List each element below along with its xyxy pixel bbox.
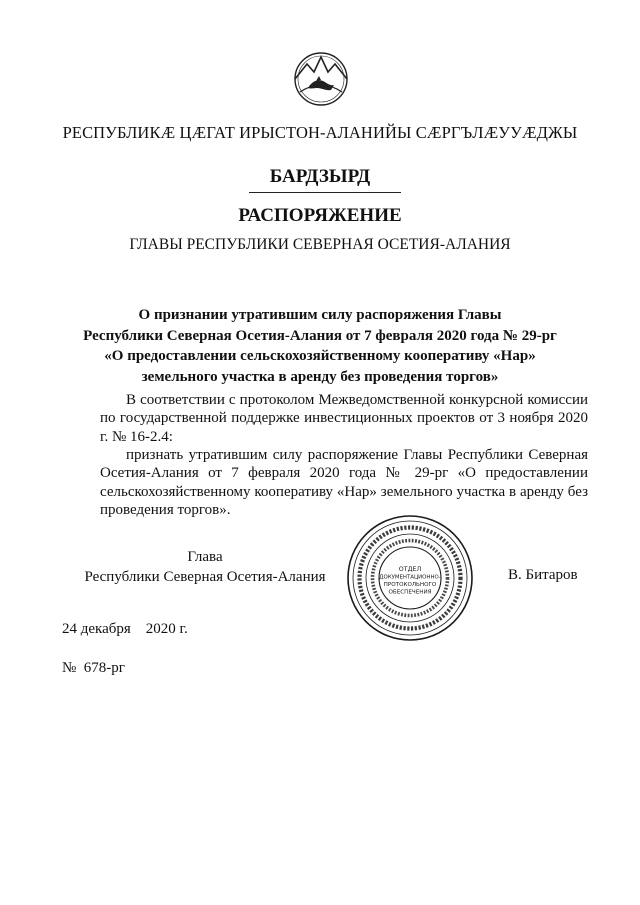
subject-line: «О предоставлении сельскохозяйственному кооперативу «Нар»	[104, 348, 536, 364]
signatory-name: В. Битаров	[508, 567, 578, 583]
document-subject	[60, 305, 580, 387]
body-paragraph	[100, 446, 588, 520]
document-type-russian: РАСПОРЯЖЕНИЕ	[238, 205, 402, 226]
subject-line: Республики Северная Осетия-Алания от 7 февраля 2020 года № 29-рг	[83, 327, 557, 344]
header-divider	[249, 192, 401, 193]
signatory-position	[70, 547, 340, 587]
stamp-text: ОТДЕЛ	[398, 566, 422, 573]
subject-line: земельного участка в аренду без проведения торгов»	[141, 368, 499, 385]
stamp-text: ОБЕСПЕЧЕНИЯ	[388, 589, 432, 596]
paragraph-text: признать утратившим силу распоряжение Главы Республики Северная Осетия-Алания от 7 февраля 2020 года № 29-рг «О предоставлении сельскохозяйственному кооперативу «Нар» земельного участка в аренду без проведения торгов».	[100, 447, 588, 519]
document-type-ossetian: БАРДЗЫРД	[269, 166, 371, 187]
coat-of-arms-icon	[286, 48, 356, 108]
republic-name-ossetian: РЕСПУБЛИКӔ ЦӔГАТ ИРЫСТОН-АЛАНИЙЫ СӔРГЪЛӔУУӔДЖЫ	[62, 123, 578, 142]
official-seal-icon	[345, 513, 475, 643]
document-number: № 678-рг	[62, 660, 125, 676]
stamp-text: ПРОТОКОЛЬНОГО	[383, 582, 437, 588]
body-paragraph	[100, 391, 588, 446]
document-date: 24 декабря 2020 г.	[62, 621, 188, 637]
signatory-position-line: Глава	[187, 549, 223, 565]
issuer-title: ГЛАВЫ РЕСПУБЛИКИ СЕВЕРНАЯ ОСЕТИЯ-АЛАНИЯ	[129, 236, 511, 253]
subject-line: О признании утратившим силу распоряжения Главы	[138, 307, 502, 323]
signatory-position-line: Республики Северная Осетия-Алания	[84, 569, 326, 585]
paragraph-text: В соответствии с протоколом Межведомственной конкурсной комиссии по государственной поддержке инвестиционных проектов от 3 ноября 2020 г. № 16-2.4:	[100, 392, 588, 445]
stamp-text: ДОКУМЕНТАЦИОННО-	[379, 574, 441, 581]
